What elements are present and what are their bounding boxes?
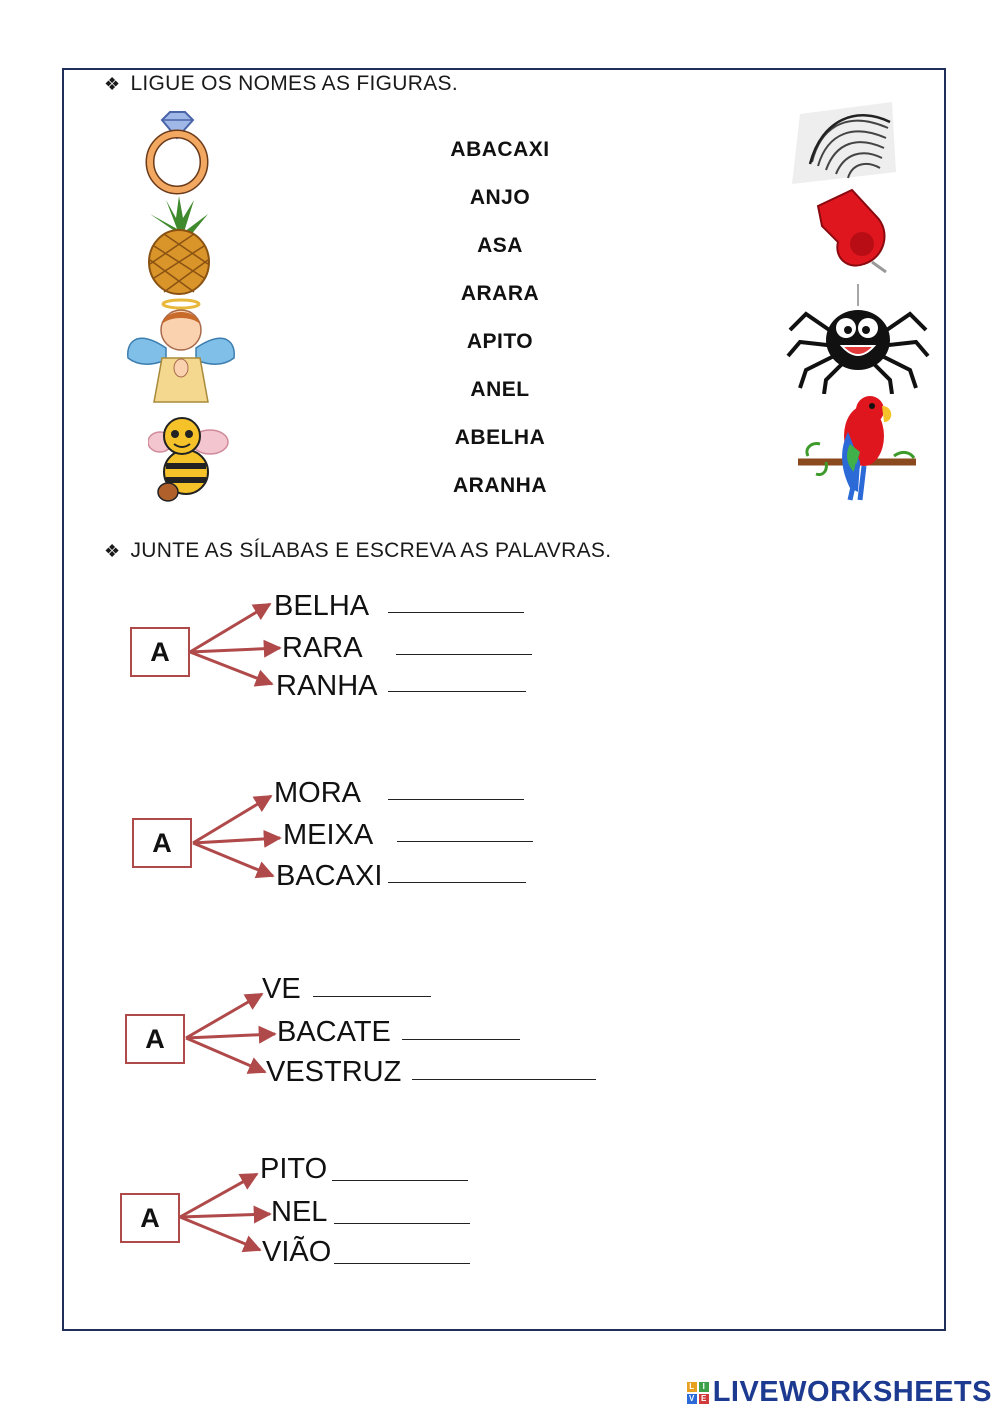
answer-line[interactable]: [388, 612, 524, 613]
letter-box: A: [132, 818, 192, 868]
bullet-icon: ❖: [104, 74, 121, 94]
logo-icon: L I V E: [687, 1382, 709, 1404]
syllable: VESTRUZ: [266, 1056, 402, 1088]
answer-line[interactable]: [334, 1263, 470, 1264]
answer-line[interactable]: [412, 1079, 596, 1080]
answer-line[interactable]: [388, 882, 526, 883]
bee-icon[interactable]: [148, 408, 232, 504]
instruction-2-text: JUNTE AS SÍLABAS E ESCREVA AS PALAVRAS.: [130, 539, 612, 562]
answer-line[interactable]: [388, 691, 526, 692]
syllable: PITO: [260, 1153, 328, 1185]
word-1[interactable]: ABACAXI: [450, 138, 550, 161]
word-8[interactable]: ARANHA: [453, 474, 547, 497]
answer-line[interactable]: [332, 1180, 468, 1181]
word-4[interactable]: ARARA: [460, 282, 540, 305]
bullet-icon: ❖: [104, 541, 121, 561]
parrot-icon[interactable]: [798, 392, 918, 502]
answer-line[interactable]: [396, 654, 532, 655]
syllable: RANHA: [276, 670, 378, 702]
word-7[interactable]: ABELHA: [454, 426, 546, 449]
answer-line[interactable]: [388, 799, 524, 800]
instruction-1: [104, 72, 458, 96]
answer-line[interactable]: [402, 1039, 520, 1040]
pineapple-icon[interactable]: [138, 196, 220, 296]
syllable: BELHA: [274, 590, 370, 622]
wing-icon[interactable]: [792, 102, 898, 186]
syllable: VIÃO: [262, 1236, 332, 1268]
instruction-2: [104, 539, 611, 563]
syllable: VE: [262, 973, 301, 1005]
syllable: BACATE: [277, 1016, 391, 1048]
answer-line[interactable]: [313, 996, 431, 997]
word-5[interactable]: APITO: [466, 330, 534, 353]
answer-line[interactable]: [397, 841, 533, 842]
instruction-1-text: LIGUE OS NOMES AS FIGURAS.: [130, 72, 458, 95]
word-6[interactable]: ANEL: [470, 378, 530, 401]
word-3[interactable]: ASA: [477, 234, 523, 257]
spider-icon[interactable]: [786, 284, 930, 394]
syllable: RARA: [282, 632, 363, 664]
syllable: NEL: [271, 1196, 328, 1228]
syllable: MORA: [274, 777, 361, 809]
word-2[interactable]: ANJO: [469, 186, 531, 209]
whistle-icon[interactable]: [812, 186, 892, 274]
liveworksheets-logo[interactable]: [687, 1376, 992, 1409]
syllable: BACAXI: [276, 860, 383, 892]
letter-box: A: [130, 627, 190, 677]
ring-icon[interactable]: [140, 110, 215, 195]
letter-box: A: [125, 1014, 185, 1064]
angel-icon[interactable]: [126, 298, 236, 406]
answer-line[interactable]: [334, 1223, 470, 1224]
brand-text: LIVEWORKSHEETS: [712, 1376, 992, 1408]
letter-box: A: [120, 1193, 180, 1243]
syllable: MEIXA: [283, 819, 374, 851]
